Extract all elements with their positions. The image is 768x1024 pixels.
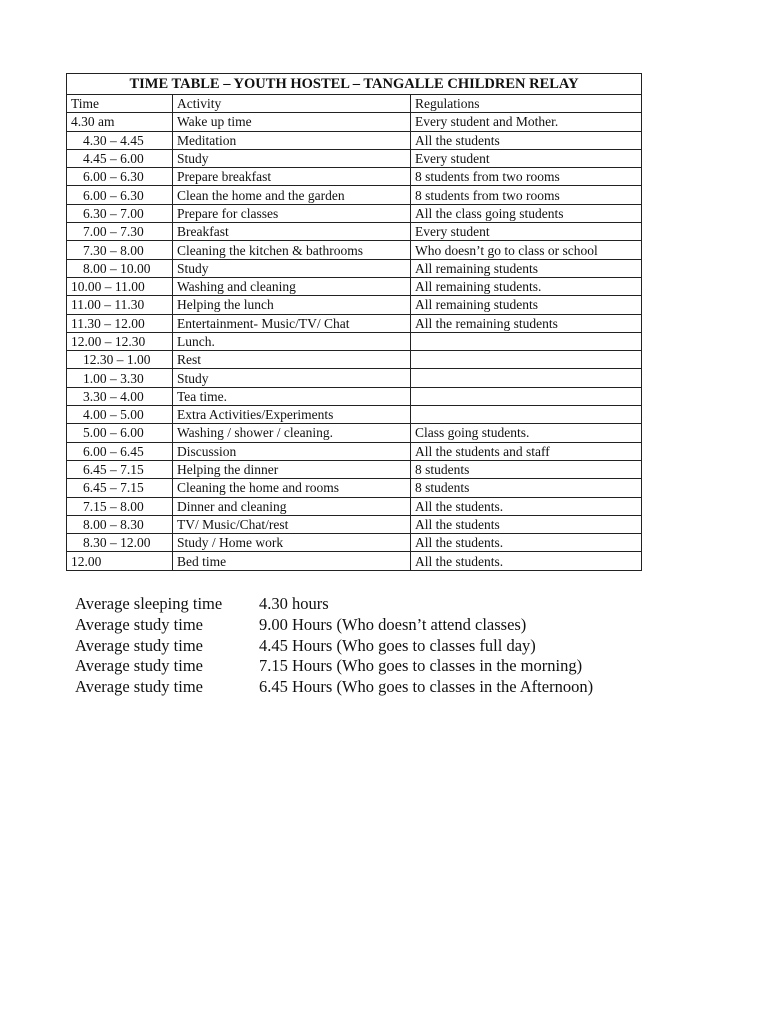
summary-label: Average study time [75, 677, 203, 697]
table-row [67, 369, 642, 387]
time-cell: 4.30 – 4.45 [67, 131, 173, 149]
table-row [67, 515, 642, 533]
time-cell: 8.30 – 12.00 [67, 534, 173, 552]
activity-cell: Cleaning the kitchen & bathrooms [173, 241, 411, 259]
table-row [67, 259, 642, 277]
time-cell: 4.45 – 6.00 [67, 149, 173, 167]
summary-line [75, 677, 593, 698]
regulation-cell: Class going students. [411, 424, 642, 442]
table-row [67, 460, 642, 478]
header-regulations: Regulations [411, 95, 642, 113]
regulation-cell: All the students. [411, 497, 642, 515]
table-row [67, 332, 642, 350]
activity-cell: Helping the lunch [173, 296, 411, 314]
time-cell: 4.00 – 5.00 [67, 406, 173, 424]
time-cell: 4.30 am [67, 113, 173, 131]
summary-line [75, 615, 593, 636]
activity-cell: Study / Home work [173, 534, 411, 552]
table-row [67, 131, 642, 149]
regulation-cell: All the students [411, 515, 642, 533]
summary-line [75, 636, 593, 657]
summary-line [75, 594, 593, 615]
activity-cell: Cleaning the home and rooms [173, 479, 411, 497]
header-activity: Activity [173, 95, 411, 113]
table-row [67, 497, 642, 515]
time-cell: 6.30 – 7.00 [67, 204, 173, 222]
activity-cell: TV/ Music/Chat/rest [173, 515, 411, 533]
time-cell: 12.30 – 1.00 [67, 351, 173, 369]
summary-value: 6.45 Hours (Who goes to classes in the Afternoon) [259, 677, 594, 697]
time-cell: 7.30 – 8.00 [67, 241, 173, 259]
table-body [67, 113, 642, 570]
activity-cell: Clean the home and the garden [173, 186, 411, 204]
regulation-cell: All the students [411, 131, 642, 149]
table-row [67, 149, 642, 167]
activity-cell: Washing and cleaning [173, 277, 411, 295]
regulation-cell: Every student [411, 223, 642, 241]
activity-cell: Study [173, 259, 411, 277]
table-row [67, 223, 642, 241]
activity-cell: Study [173, 149, 411, 167]
regulation-cell: All the class going students [411, 204, 642, 222]
table-row [67, 442, 642, 460]
table-row [67, 351, 642, 369]
table-row [67, 204, 642, 222]
time-cell: 12.00 – 12.30 [67, 332, 173, 350]
time-cell: 8.00 – 10.00 [67, 259, 173, 277]
regulation-cell [411, 351, 642, 369]
summary-value: 4.45 Hours (Who goes to classes full day) [259, 635, 536, 655]
activity-cell: Study [173, 369, 411, 387]
summary-value: 4.30 hours [259, 594, 329, 613]
summary-value: 9.00 Hours (Who doesn’t attend classes) [259, 614, 527, 634]
table-row [67, 241, 642, 259]
table-row [67, 168, 642, 186]
summary-value: 7.15 Hours (Who goes to classes in the morning) [259, 656, 583, 676]
time-cell: 5.00 – 6.00 [67, 424, 173, 442]
regulation-cell: 8 students from two rooms [411, 168, 642, 186]
regulation-cell: All remaining students. [411, 277, 642, 295]
time-cell: 1.00 – 3.30 [67, 369, 173, 387]
time-cell: 12.00 [67, 552, 173, 570]
summary-line [75, 656, 593, 677]
regulation-cell: Every student [411, 149, 642, 167]
time-cell: 11.00 – 11.30 [67, 296, 173, 314]
regulation-cell: All remaining students [411, 259, 642, 277]
regulation-cell: All the remaining students [411, 314, 642, 332]
regulation-cell: All the students and staff [411, 442, 642, 460]
header-time: Time [67, 95, 173, 113]
activity-cell: Tea time. [173, 387, 411, 405]
activity-cell: Entertainment- Music/TV/ Chat [173, 314, 411, 332]
table-row [67, 424, 642, 442]
activity-cell: Extra Activities/Experiments [173, 406, 411, 424]
table-row [67, 552, 642, 570]
regulation-cell: Every student and Mother. [411, 113, 642, 131]
regulation-cell: 8 students [411, 479, 642, 497]
time-cell: 8.00 – 8.30 [67, 515, 173, 533]
time-cell: 3.30 – 4.00 [67, 387, 173, 405]
activity-cell: Meditation [173, 131, 411, 149]
table-row [67, 534, 642, 552]
activity-cell: Washing / shower / cleaning. [173, 424, 411, 442]
activity-cell: Discussion [173, 442, 411, 460]
summary-label: Average study time [75, 635, 203, 655]
timetable [66, 73, 642, 571]
activity-cell: Rest [173, 351, 411, 369]
regulation-cell: 8 students from two rooms [411, 186, 642, 204]
regulation-cell [411, 332, 642, 350]
time-cell: 10.00 – 11.00 [67, 277, 173, 295]
time-cell: 7.15 – 8.00 [67, 497, 173, 515]
time-cell: 6.45 – 7.15 [67, 479, 173, 497]
activity-cell: Prepare for classes [173, 204, 411, 222]
table-row [67, 479, 642, 497]
activity-cell: Breakfast [173, 223, 411, 241]
regulation-cell: All the students. [411, 552, 642, 570]
activity-cell: Bed time [173, 552, 411, 570]
regulation-cell: All the students. [411, 534, 642, 552]
time-cell: 6.45 – 7.15 [67, 460, 173, 478]
table-row [67, 296, 642, 314]
table-title-row [67, 74, 642, 95]
summary-label: Average sleeping time [75, 594, 223, 613]
activity-cell: Prepare breakfast [173, 168, 411, 186]
summary-label: Average study time [75, 614, 203, 634]
table-row [67, 406, 642, 424]
regulation-cell: 8 students [411, 460, 642, 478]
regulation-cell [411, 369, 642, 387]
time-cell: 11.30 – 12.00 [67, 314, 173, 332]
time-cell: 7.00 – 7.30 [67, 223, 173, 241]
time-cell: 6.00 – 6.45 [67, 442, 173, 460]
table-row [67, 186, 642, 204]
activity-cell: Lunch. [173, 332, 411, 350]
table-title: TIME TABLE – YOUTH HOSTEL – TANGALLE CHILDREN RELAY [67, 74, 642, 95]
table-header-row [67, 95, 642, 113]
summary-label: Average study time [75, 656, 203, 676]
regulation-cell: All remaining students [411, 296, 642, 314]
activity-cell: Wake up time [173, 113, 411, 131]
regulation-cell [411, 387, 642, 405]
table-row [67, 314, 642, 332]
regulation-cell: Who doesn’t go to class or school [411, 241, 642, 259]
time-cell: 6.00 – 6.30 [67, 168, 173, 186]
table-row [67, 387, 642, 405]
activity-cell: Helping the dinner [173, 460, 411, 478]
activity-cell: Dinner and cleaning [173, 497, 411, 515]
regulation-cell [411, 406, 642, 424]
summary-block [75, 594, 593, 698]
table-row [67, 113, 642, 131]
time-cell: 6.00 – 6.30 [67, 186, 173, 204]
table-row [67, 277, 642, 295]
